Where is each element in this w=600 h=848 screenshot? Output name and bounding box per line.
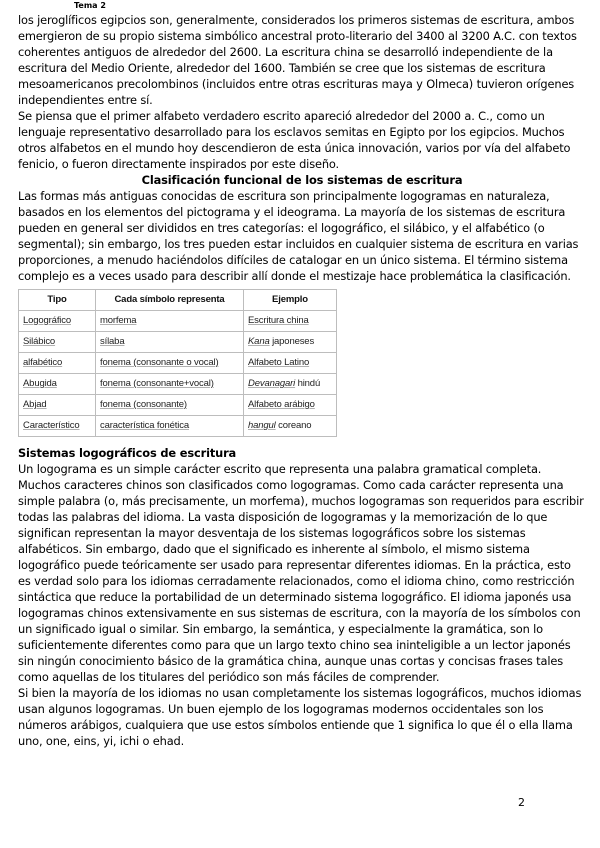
table-cell-representa	[96, 353, 244, 374]
link-caracteristico[interactable]: Característico	[23, 420, 80, 431]
link-fonema-cv[interactable]: fonema (consonante o vocal)	[100, 357, 219, 368]
link-fonema-cplusv[interactable]: fonema (consonante+vocal)	[100, 378, 214, 389]
link-alfabeto-latino[interactable]: Alfabeto Latino	[248, 357, 310, 368]
table-header-representa: Cada símbolo representa	[96, 290, 244, 311]
intro-paragraph-1: los jeroglíficos egipcios son, generalmente, considerados los primeros sistemas de escritura, ambos emergieron de su propio sistema simbólico ancestral proto-literario del 3400 al 3200 A.C. con textos coherentes antiguos de alrededor del 2600. La escritura china se desarrolló independiente de la escritura del Medio Oriente, alrededor del 1600. También se cree que los sistemas de escritura mesoamericanos precolombinos (incluidos entre otras escrituras maya y Olmeca) tuvieron orígenes independientes entre sí.	[18, 13, 577, 107]
link-alfabeto-arabigo[interactable]: Alfabeto arábigo	[248, 399, 315, 410]
link-hangul[interactable]: hangul	[248, 420, 276, 431]
section-title-logograficos: Sistemas logográficos de escritura	[18, 446, 237, 460]
link-abugida[interactable]: Abugida	[23, 378, 57, 389]
link-fonema-c[interactable]: fonema (consonante)	[100, 399, 187, 410]
table-row	[19, 374, 337, 395]
logograficos-paragraph-1: Un logograma es un simple carácter escrito que representa una palabra gramatical completa. Muchos caracteres chinos son clasificados como logogramas. Como cada carácter representa una simple palabra (o, más precisamente, un morfema), muchos logogramas son requeridos para escribir todas las palabras del idioma. La vasta disposición de logogramas y la memorización de lo que significan representan la mayor desventaja de los sistemas logográficos sobre los sistemas alfabéticos. Sin embargo, dado que el significado es inherente al símbolo, el mismo sistema logográfico puede teóricamente ser usado para representar diferentes idiomas. En la práctica, esto es verdad solo para los idiomas cerradamente relacionados, como el idioma chino, como restricción sintáctica que reduce la portabilidad de un determinado sistema logográfico. El idioma japonés usa logogramas chinos extensivamente en sus sistemas de escritura, con la mayoría de los símbolos con un significado igual o similar. Sin embargo, la semántica, y especialmente la gramática, son lo suficientemente diferentes como para que un largo texto chino sea ininteligible a un lector japonés sin ningún conocimiento básico de la gramática china, aunque unas cortas y concisas frases tales como aquellas de los titulares del periódico son más fáciles de comprender.	[18, 462, 584, 684]
table-cell-tipo	[19, 395, 96, 416]
writing-systems-table	[18, 289, 337, 437]
table-cell-ejemplo	[244, 416, 337, 437]
header-tag: Tema 2	[74, 1, 106, 10]
table-cell-representa	[96, 311, 244, 332]
link-alfabetico[interactable]: alfabético	[23, 357, 63, 368]
table-row	[19, 416, 337, 437]
writing-systems-table-wrap	[18, 289, 586, 437]
table-header-row	[19, 290, 337, 311]
ejemplo-suffix: hindú	[295, 378, 321, 389]
table-cell-representa	[96, 395, 244, 416]
table-cell-tipo	[19, 311, 96, 332]
table-cell-representa	[96, 332, 244, 353]
intro-paragraph-2: Se piensa que el primer alfabeto verdadero escrito apareció alrededor del 2000 a. C., como un lenguaje representativo desarrollado para los esclavos semitas en Egipto por los egipcios. Muchos otros alfabetos en el mundo hoy descendieron de esta única innovación, varios por vía del alfabeto fenicio, o fueron directamente inspirados por este diseño.	[18, 109, 571, 171]
table-cell-ejemplo	[244, 374, 337, 395]
link-devanagari[interactable]: Devanagari	[248, 378, 296, 389]
table-cell-tipo	[19, 374, 96, 395]
table-row	[19, 395, 337, 416]
link-caracteristica-fonetica[interactable]: característica fonética	[100, 420, 189, 431]
table-header-ejemplo: Ejemplo	[244, 290, 337, 311]
table-cell-tipo	[19, 353, 96, 374]
link-silaba[interactable]: sílaba	[100, 336, 125, 347]
table-row	[19, 311, 337, 332]
page-number: 2	[518, 796, 525, 809]
table-cell-tipo	[19, 332, 96, 353]
link-escritura-china[interactable]: Escritura china	[248, 315, 309, 326]
section-title-clasificacion: Clasificación funcional de los sistemas de escritura	[141, 173, 463, 187]
table-cell-ejemplo	[244, 353, 337, 374]
table-header-tipo: Tipo	[19, 290, 96, 311]
link-abjad[interactable]: Abjad	[23, 399, 47, 410]
link-kana[interactable]: Kana	[248, 336, 270, 347]
link-logografico[interactable]: Logográfico	[23, 315, 71, 326]
table-row	[19, 332, 337, 353]
clasificacion-paragraph: Las formas más antiguas conocidas de escritura son principalmente logogramas en naturaleza, basados en los elementos del pictograma y el ideograma. La mayoría de los sistemas de escritura pueden en general ser divididos en tres categorías: el logográfico, el silábico, y el alfabético (o segmental); sin embargo, los tres pueden estar incluidos en cualquier sistema de escritura en varias proporciones, a menudo haciéndolos difíciles de catalogar en un único sistema. El término sistema complejo es a veces usado para describir allí donde el mestizaje hace problemática la clasificación.	[18, 189, 579, 283]
table-cell-ejemplo	[244, 332, 337, 353]
table-cell-representa	[96, 416, 244, 437]
table-row	[19, 353, 337, 374]
table-cell-tipo	[19, 416, 96, 437]
link-silabico[interactable]: Silábico	[23, 336, 56, 347]
document-body	[18, 12, 586, 749]
logograficos-paragraph-2: Si bien la mayoría de los idiomas no usan completamente los sistemas logográficos, muchos idiomas usan algunos logogramas. Un buen ejemplo de los logogramas modernos occidentales son los números arábigos, cualquiera que use estos símbolos entiende que 1 significa lo que él o ella llama uno, one, eins, yi, ichi o ehad.	[18, 686, 582, 748]
table-cell-ejemplo	[244, 311, 337, 332]
table-cell-ejemplo	[244, 395, 337, 416]
link-morfema[interactable]: morfema	[100, 315, 137, 326]
ejemplo-suffix: coreano	[275, 420, 312, 431]
ejemplo-suffix: japoneses	[269, 336, 315, 347]
table-cell-representa	[96, 374, 244, 395]
